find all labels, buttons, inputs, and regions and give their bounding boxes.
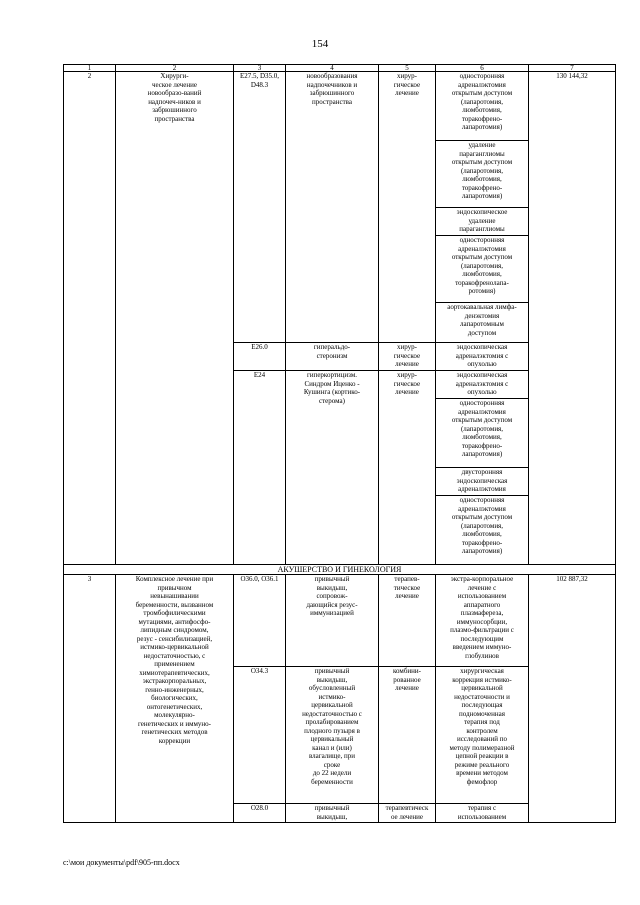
table-header-row <box>64 65 616 72</box>
header-cell: 1 <box>64 65 116 72</box>
treatment-type: хирур- гическое лечение <box>379 371 436 565</box>
header-cell: 6 <box>436 65 529 72</box>
row-number: 3 <box>64 575 116 823</box>
table-row <box>64 575 616 667</box>
section-row <box>64 565 616 575</box>
treatment-method: односторонняя адреналэктомия открытым доступом (лапаротомия, люмботомия, торакофрено- лапаротомия) <box>436 399 529 468</box>
header-cell: 5 <box>379 65 436 72</box>
diagnosis-code: E27.5, D35.0, D48.3 <box>234 72 286 343</box>
row-number: 2 <box>64 72 116 565</box>
price: 130 144,32 <box>529 72 616 565</box>
treatment-type: хирур- гическое лечение <box>379 72 436 343</box>
treatment-method: эндоскопическая адреналэктомия с опухолью <box>436 371 529 399</box>
treatment-method: хирургическая коррекция истмико- цервикальной недостаточности и последующая подномоченная терапия под контролем исследований по методу полимеразной цепной реакции в режиме реального времени методом фемофлор <box>436 667 529 804</box>
header-cell: 2 <box>116 65 234 72</box>
treatment-method: экстра-корпоральное лечение с использованием аппаратного плазмафереза, иммуносорбции, плазмо-фильтрации с последующим введением иммуно- глобулинов <box>436 575 529 667</box>
treatment-type: терапевтическ ое лечение <box>379 804 436 823</box>
medical-care-table <box>63 64 616 823</box>
page-number: 154 <box>311 38 329 50</box>
header-cell: 3 <box>234 65 286 72</box>
patient-model: привычный выкидыш, сопровож- дающийся резус- иммунизацией <box>286 575 379 667</box>
header-cell: 7 <box>529 65 616 72</box>
treatment-method: односторонняя адреналэктомия открытым доступом (лапаротомия, люмботомия, торакофрено- лапаротомия) <box>436 496 529 565</box>
treatment-type: терапев- тическое лечение <box>379 575 436 667</box>
treatment-method: эндоскопическое удаление параганглиомы <box>436 208 529 236</box>
treatment-method: двусторонняя эндоскопическая адреналэктомия <box>436 468 529 496</box>
treatment-method: односторонняя адреналэктомия открытым доступом (лапаротомия, люмботомия, торакофренолапа- ротомия) <box>436 236 529 303</box>
price: 102 887,32 <box>529 575 616 823</box>
treatment-method: удаление параганглиомы открытым доступом (лапаротомия, люмботомия, торакофрено- лапаротомия) <box>436 141 529 208</box>
patient-model: новообразования надпочечников и забрюшинного пространства <box>286 72 379 343</box>
treatment-method: терапия с использованием <box>436 804 529 823</box>
patient-model: привычный выкидыш, <box>286 804 379 823</box>
treatment-type: хирур- гическое лечение <box>379 343 436 371</box>
patient-model: гиперальдо- стеронизм <box>286 343 379 371</box>
section-title: АКУШЕРСТВО И ГИНЕКОЛОГИЯ <box>64 565 616 575</box>
table-row <box>64 72 616 141</box>
diagnosis-code: O28.0 <box>234 804 286 823</box>
care-type-name: Хирурги- ческое лечение новообразо-ваний надпочеч-ников и забрюшинного пространства <box>116 72 234 565</box>
diagnosis-code: O36.0, O36.1 <box>234 575 286 667</box>
patient-model: привычный выкидыш, обусловленный истмико- цервикальной недостаточностью с пролабированием плодного пузыря в цервикальный канал и (или) влагалище, при сроке до 22 недели беременности <box>286 667 379 804</box>
treatment-method: аортокавальная лимфа- денэктомия лапаротомным доступом <box>436 303 529 343</box>
treatment-method: односторонняя адреналэктомия открытым доступом (лапаротомия, люмботомия, торакофрено- лапаротомия) <box>436 72 529 141</box>
file-path-footer: c:\мои документы\pdf\905-пп.docx <box>63 858 180 867</box>
diagnosis-code: O34.3 <box>234 667 286 804</box>
patient-model: гиперкортицизм. Синдром Иценко - Кушинга (кортико- стерома) <box>286 371 379 565</box>
header-cell: 4 <box>286 65 379 72</box>
treatment-type: комбини- рованное лечение <box>379 667 436 804</box>
diagnosis-code: E24 <box>234 371 286 565</box>
diagnosis-code: E26.0 <box>234 343 286 371</box>
treatment-method: эндоскопическая адреналэктомия с опухолью <box>436 343 529 371</box>
care-type-name: Комплексное лечение при привычном невынашивании беременности, вызванном тромбофилическими мутациями, антифосфо- липидным синдромом, резус - сенсибилизацией, истмико-цервикальной недостаточностью, с применением химиотерапевтических, экстракорпоральных, генно-инженерных, биологических, онтогенетических, молекулярно- генетических и иммуно- генетических методов коррекции <box>116 575 234 823</box>
